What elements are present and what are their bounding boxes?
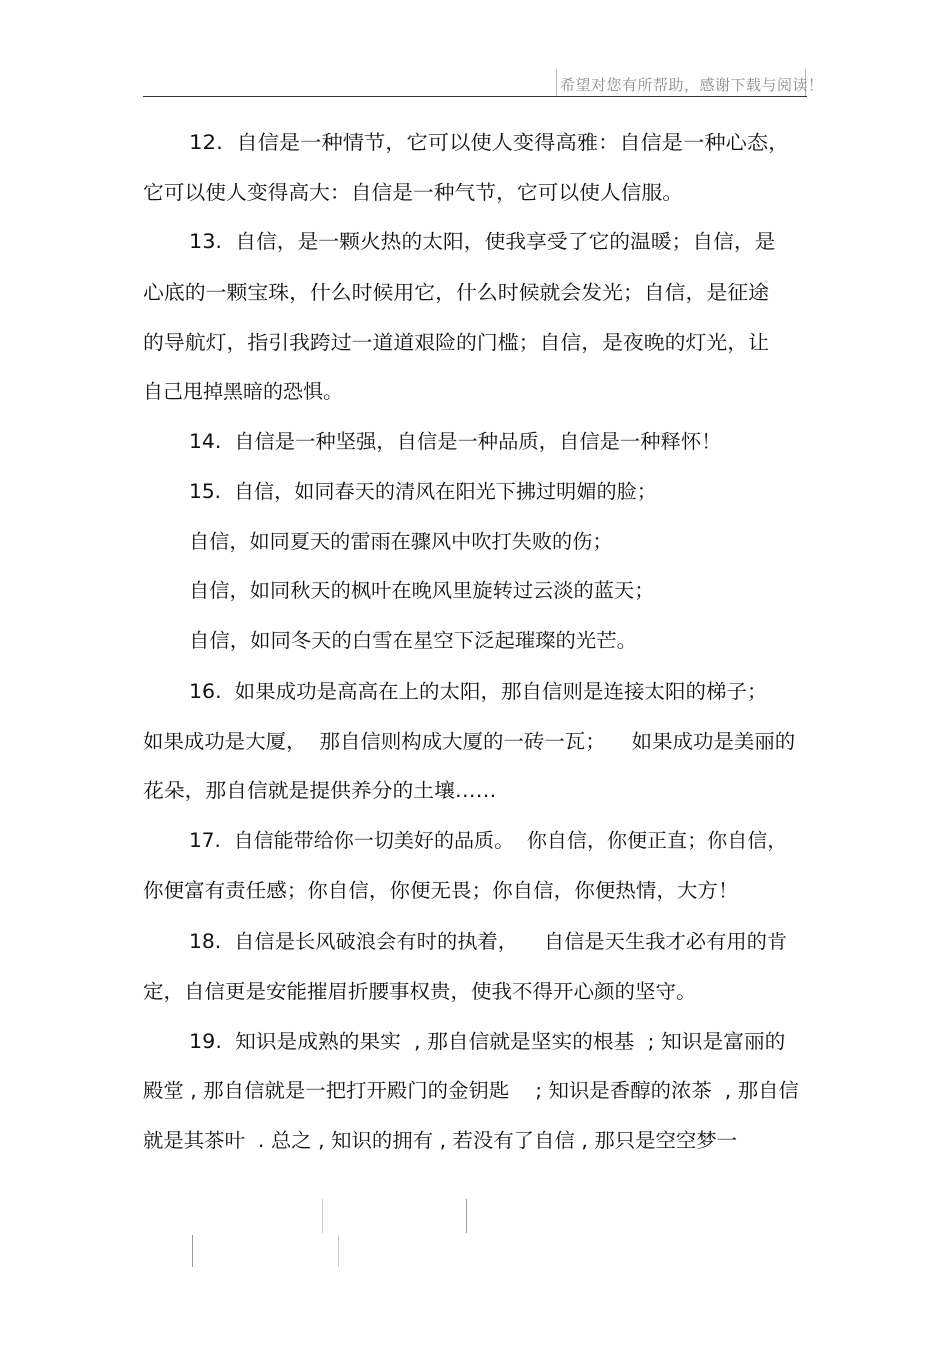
text-line: 18. 自信是长风破浪会有时的执着， 自信是天生我才必有用的肯 bbox=[189, 930, 788, 953]
scan-mark bbox=[466, 1199, 467, 1233]
text-line: 自信，如同秋天的枫叶在晚风里旋转过云淡的蓝天； bbox=[189, 579, 655, 602]
text-line: 就是其茶叶 . 总之 , 知识的拥有 , 若没有了自信 , 那只是空空梦一 bbox=[143, 1129, 738, 1152]
text-line: 19. 知识是成熟的果实 , 那自信就是坚实的根基 ; 知识是富丽的 bbox=[189, 1030, 786, 1053]
scan-mark bbox=[322, 1199, 323, 1233]
text-line: 心底的一颗宝珠，什么时候用它，什么时候就会发光；自信，是征途 bbox=[143, 281, 770, 304]
text-line: 13. 自信，是一颗火热的太阳，使我享受了它的温暖；自信，是 bbox=[189, 230, 776, 253]
text-line: 定，自信更是安能摧眉折腰事权贵，使我不得开心颜的坚守。 bbox=[143, 980, 697, 1003]
text-line: 自己甩掉黑暗的恐惧。 bbox=[143, 380, 344, 403]
scan-mark bbox=[338, 1235, 339, 1267]
text-line: 16. 如果成功是高高在上的太阳，那自信则是连接太阳的梯子； bbox=[189, 680, 768, 703]
text-line: 14. 自信是一种坚强，自信是一种品质，自信是一种释怀！ bbox=[189, 430, 722, 453]
scan-mark bbox=[192, 1235, 193, 1267]
text-line: 17. 自信能带给你一切美好的品质。 你自信，你便正直；你自信， bbox=[189, 829, 788, 852]
text-line: 自信，如同冬天的白雪在星空下泛起璀璨的光芒。 bbox=[189, 629, 638, 652]
header-divider bbox=[143, 96, 807, 97]
text-line: 15. 自信，如同春天的清风在阳光下拂过明媚的脸； bbox=[189, 480, 657, 503]
text-line: 如果成功是大厦， 那自信则构成大厦的一砖一瓦； 如果成功是美丽的 bbox=[143, 730, 796, 753]
text-line: 12. 自信是一种情节，它可以使人变得高雅：自信是一种心态， bbox=[189, 131, 790, 154]
text-line: 你便富有责任感；你自信，你便无畏；你自信，你便热情，大方！ bbox=[143, 879, 739, 902]
text-line: 自信，如同夏天的雷雨在骤风中吹打失败的伤； bbox=[189, 530, 613, 553]
text-line: 的导航灯，指引我跨过一道道艰险的门槛；自信，是夜晚的灯光，让 bbox=[143, 331, 770, 354]
header-note: 希望对您有所帮助，感谢下载与阅读！ bbox=[560, 76, 824, 94]
text-line: 它可以使人变得高大：自信是一种气节，它可以使人信服。 bbox=[143, 181, 684, 204]
text-line: 花朵，那自信就是提供养分的土壤…… bbox=[143, 779, 497, 802]
text-line: 殿堂 , 那自信就是一把打开殿门的金钥匙 ; 知识是香醇的浓茶 , 那自信 bbox=[143, 1079, 799, 1102]
